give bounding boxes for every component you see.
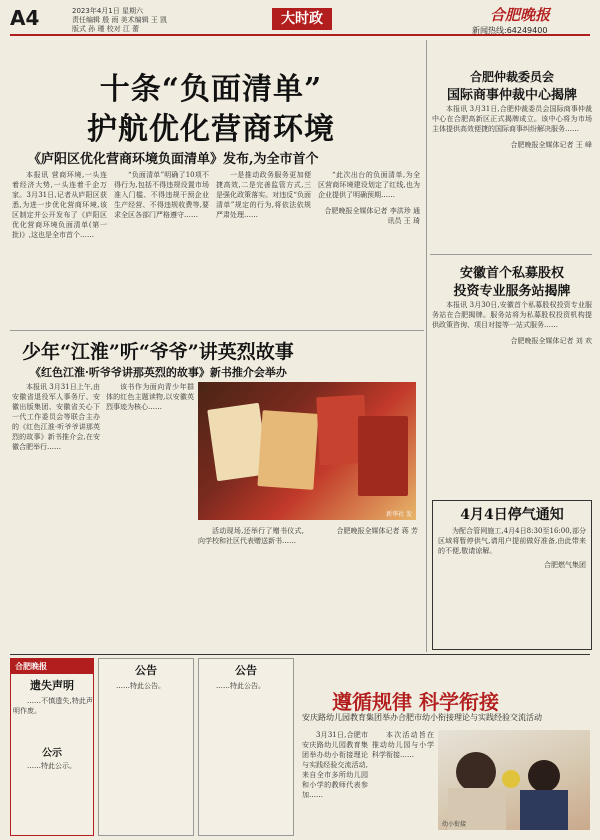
lead-column-4 [318, 170, 420, 325]
story2-subhead: 《红色江淮·听爷爷讲那英烈的故事》新书推介会举办 [30, 366, 287, 379]
bottom-col2-text: 本次活动旨在推动幼儿园与小学科学衔接…… [372, 731, 434, 759]
story2-col2-text: 该书作为面向青少年群体的红色主题读物,以安徽英烈事迹为核心…… [106, 383, 194, 411]
lead-col3-text: 一是推动政务服务更加便捷高效,二是完善监管方式,三是强化政策落实。对违反“负面清单”规定的行为,将依法依规严肃处理…… [216, 171, 311, 219]
lead-subhead: 《庐阳区优化营商环境负面清单》发布,为全市首个 [28, 152, 319, 167]
story2-byline: 合肥晚报全媒体记者 蒋 芳 [336, 527, 418, 535]
teacher-figure [456, 752, 496, 792]
notice-title: 4月4日停气通知 [460, 507, 564, 523]
bottom-col1-text: 3月31日,合肥市安庆路幼儿园教育集团举办幼小衔接理论与实践经验交流活动,来自全市多所幼儿园和小学的教师代表参加…… [302, 731, 368, 799]
divider-lead [10, 330, 424, 331]
lead-column-2 [114, 170, 209, 325]
story2-col1-text: 本报讯 3月31日上午,由安徽省退役军人事务厅、安徽出版集团、安徽省关心下一代工作委员会等联合主办的《红色江淮·听爷爷讲那英烈的故事》新书推介会,在安徽合肥举行…… [12, 383, 100, 451]
lead-column-1 [12, 170, 107, 325]
divider-bottom [10, 654, 590, 655]
bottom-column-2 [372, 730, 434, 834]
header-editor: 责任编辑 殷 雨 美术编辑 王 凯 [72, 16, 168, 24]
right-story2-title1: 安徽首个私募股权 [459, 266, 564, 281]
ad1-section-body [13, 761, 93, 821]
story2-photo [198, 382, 416, 520]
right-story1-body [432, 104, 592, 250]
newspaper-logo: 合肥晚报 [490, 6, 551, 24]
lead-col4-text: “此次出台的负面清单,为全区营商环境建设划定了红线,也为企业提供了明确预期…… [318, 171, 420, 199]
story2-column-4 [310, 526, 418, 648]
flower-image [502, 770, 520, 788]
book-image [358, 416, 408, 496]
story2-column-3 [198, 526, 304, 648]
story2-column-1 [12, 382, 100, 648]
right-story2-byline: 合肥晚报全媒体记者 刘 欢 [510, 337, 592, 345]
ad-block-3 [198, 658, 294, 836]
right-story1-title1: 合肥仲裁委员会 [469, 70, 554, 84]
header-date: 2023年4月1日 星期六 [72, 7, 143, 15]
header-meta [72, 7, 167, 34]
story2-column-2 [106, 382, 194, 648]
lead-col2-text: “负面清单”明确了10项不得行为,包括不得违规设置市场准入门槛、不得违规干预企业生产经营、不得违规收费等,要求全区各部门严格遵守…… [114, 171, 209, 219]
right-story1-title2: 国际商事仲裁中心揭牌 [446, 88, 577, 103]
bottom-subhead: 安庆路幼儿园教育集团举办合肥市幼小衔接理论与实践经验交流活动 [302, 713, 542, 722]
section-label: 大时政 [272, 8, 332, 30]
page-header [10, 4, 590, 36]
ad2-body [102, 681, 192, 831]
divider-right-column [426, 40, 427, 652]
ad1-section-text: ……特此公示。 [27, 762, 76, 770]
lead-column-3 [216, 170, 311, 325]
ad3-body [202, 681, 292, 831]
child-body [520, 790, 568, 830]
right-story2-title2: 投资专业服务站揭牌 [453, 284, 571, 299]
ad-block-2 [98, 658, 194, 836]
notice-signoff: 合肥燃气集团 [544, 561, 586, 569]
right-story2-body [432, 300, 592, 492]
photo-caption: 幼小衔接 [442, 821, 467, 828]
right-story1-text: 本报讯 3月31日,合肥仲裁委员会国际商事仲裁中心在合肥高新区正式揭牌成立。该中心将为市场主体提供高效便捷的国际商事纠纷解决服务…… [432, 105, 592, 133]
child-figure [528, 760, 560, 792]
bottom-photo [438, 730, 590, 830]
lead-headline-line1: 十条“负面清单” [99, 72, 323, 107]
page-number: A4 [10, 6, 40, 30]
lead-byline: 合肥晚报全媒体记者 李洪珍 通讯员 王 琦 [324, 207, 420, 225]
bottom-column-1 [302, 730, 368, 834]
ad1-title: 遗失声明 [30, 679, 74, 692]
photo-credit: 新华社 发 [386, 511, 412, 518]
lead-col1-text: 本报讯 营商环境,一头连着经济大势,一头连着千企万家。3月31日,记者从庐阳区获悉,为进一步优化营商环境,该区制定并公开发布了《庐阳区优化营商环境负面清单(第一批)》,这也是全市首个…… [12, 171, 107, 239]
ad1-body [13, 696, 93, 742]
news-hotline: 新闻热线:64249400 [472, 26, 548, 35]
right-story1-byline: 合肥晚报全媒体记者 王 峰 [510, 141, 592, 149]
ad1-header: 合肥晚报 [11, 659, 93, 674]
lead-headline-line2: 护航优化营商环境 [87, 112, 335, 147]
ad1-text: ……不慎遗失,特此声明作废。 [13, 697, 93, 715]
ad2-title: 公告 [135, 664, 157, 677]
divider-right-1 [430, 254, 592, 255]
notice-text: 为配合管网施工,4月4日8:30至16:00,部分区域将暂停供气,请用户提前做好准备,由此带来的不便,敬请谅解。 [438, 527, 586, 555]
ad-block-1 [10, 658, 94, 836]
header-proof: 版式 孙 瑾 校对 江 蕾 [72, 25, 140, 33]
right-story2-text: 本报讯 3月30日,安徽首个私募股权投资专业服务站在合肥揭牌。服务站将为私募股权投资机构提供政策咨询、项目对接等一站式服务…… [432, 301, 592, 329]
ad1-section-title: 公示 [42, 748, 62, 759]
ad3-text: ……特此公告。 [216, 682, 265, 690]
story2-headline: 少年“江淮”听“爷爷”讲英烈故事 [22, 341, 294, 363]
book-image [257, 410, 318, 490]
bottom-headline: 遵循规律 科学衔接 [332, 690, 499, 714]
ad2-text: ……特此公告。 [116, 682, 165, 690]
story2-col3-text: 活动现场,还举行了赠书仪式,向学校和社区代表赠送新书…… [198, 527, 304, 545]
notice-body [438, 526, 586, 646]
ad3-title: 公告 [235, 664, 257, 677]
